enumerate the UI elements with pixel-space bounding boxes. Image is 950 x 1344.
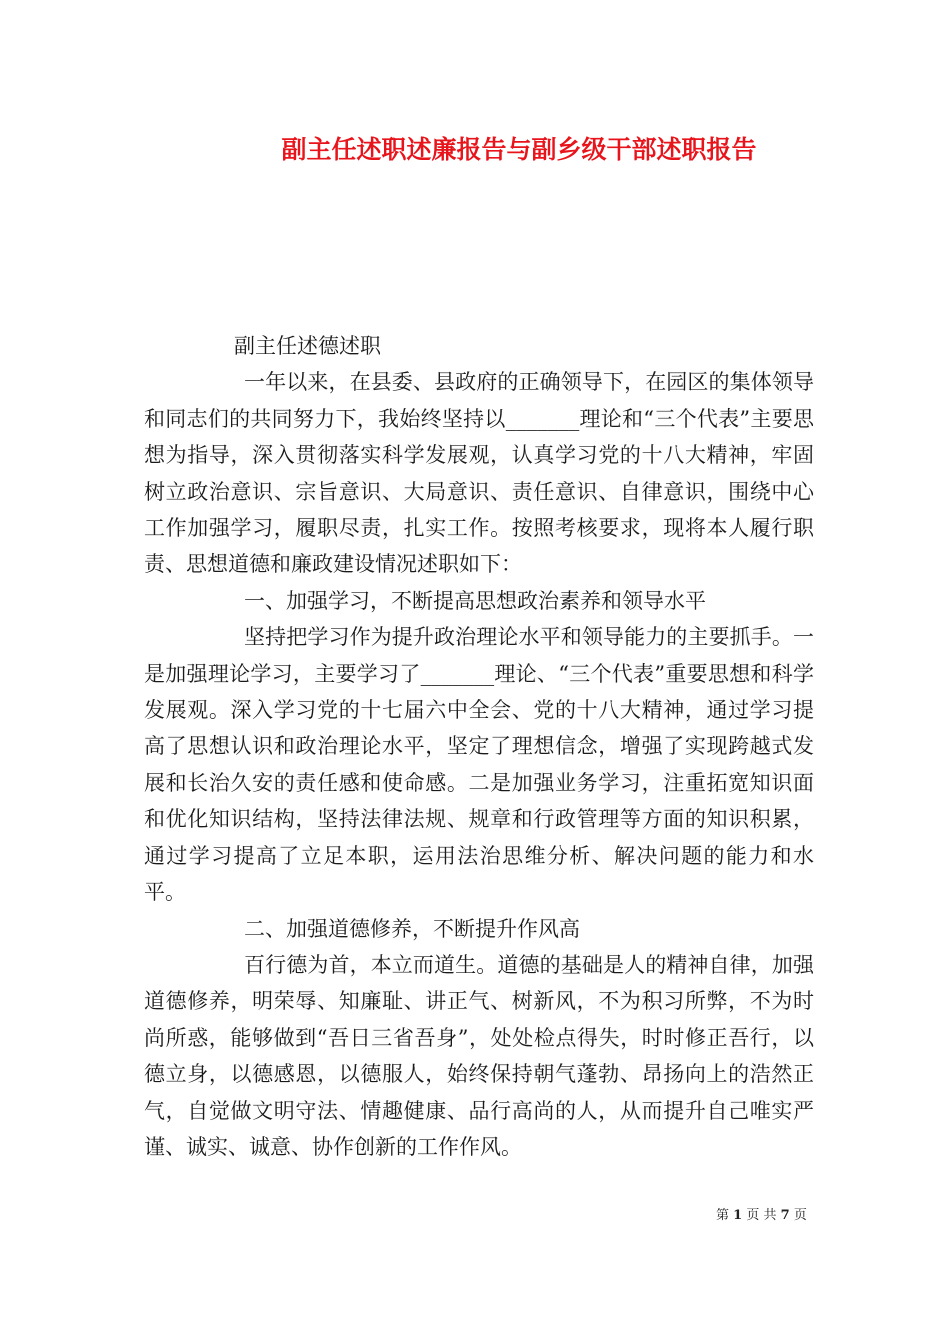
paragraph-study: 坚持把学习作为提升政治理论水平和领导能力的主要抓手。一是加强理论学习，主要学习了_______理论、“三个代表”重要思想和科学发展观。深入学习党的十七届六中全会、党的十八大精神，通过学习提高了思想认识和政治理论水平，坚定了理想信念，增强了实现跨越式发展和长治久安的责任感和使命感。二是加强业务学习，注重拓宽知识面和优化知识结构，坚持法律法规、规章和行政管理等方面的知识积累，通过学习提高了立足本职，运用法治思维分析、解决问题的能力和水平。: [144, 625, 814, 905]
document-title: 副主任述职述廉报告与副乡级干部述职报告: [281, 135, 757, 164]
paragraph-morality: 百行德为首，本立而道生。道德的基础是人的精神自律，加强道德修养，明荣辱、知廉耻、讲正气、树新风，不为积习所弊，不为时尚所惑，能够做到“吾日三省吾身”，处处检点得失，时时修正吾行，以德立身，以德感恩，以德服人，始终保持朝气蓬勃、昂扬向上的浩然正气，自觉做文明守法、情趣健康、品行高尚的人，从而提升自己唯实严谨、诚实、诚意、协作创新的工作作风。: [144, 952, 814, 1159]
footer-middle: 页 共: [746, 1208, 777, 1223]
document-body: [144, 328, 814, 1165]
footer-prefix: 第: [716, 1208, 730, 1223]
paragraph-intro: 一年以来，在县委、县政府的正确领导下，在园区的集体领导和同志们的共同努力下，我始终坚持以_______理论和“三个代表”主要思想为指导，深入贯彻落实科学发展观，认真学习党的十八大精神，牢固树立政治意识、宗旨意识、大局意识、责任意识、自律意识，围绕中心工作加强学习，履职尽责，扎实工作。按照考核要求，现将本人履行职责、思想道德和廉政建设情况述职如下：: [144, 370, 814, 577]
section-heading-morality: 二、加强道德修养，不断提升作风高: [244, 916, 580, 941]
section-heading: 副主任述德述职: [234, 334, 381, 358]
page-footer: [716, 1207, 807, 1225]
footer-current-page: 1: [733, 1208, 743, 1223]
footer-suffix: 页: [793, 1208, 807, 1223]
section-heading-study: 一、加强学习，不断提高思想政治素养和领导水平: [244, 588, 706, 613]
footer-total-pages: 7: [780, 1208, 790, 1223]
